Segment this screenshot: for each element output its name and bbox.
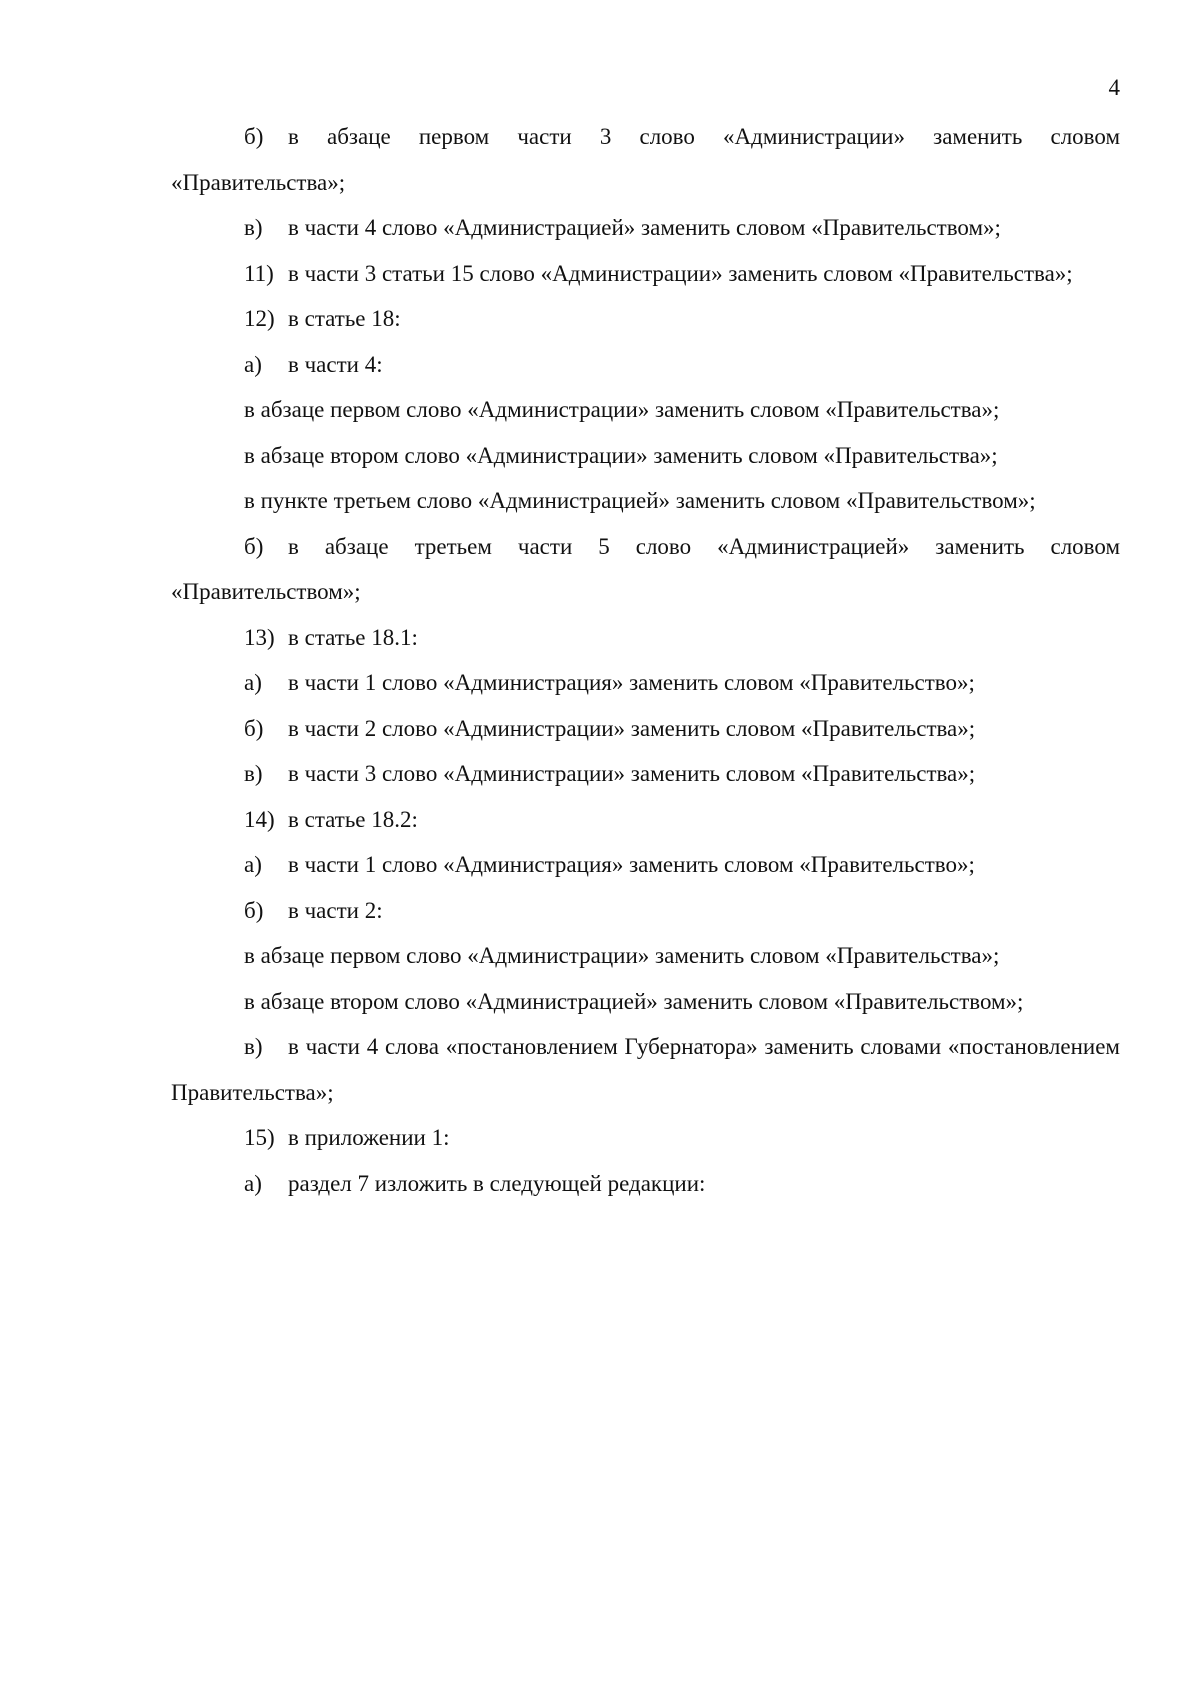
paragraph-text: в части 2 слово «Администрации» заменить словом «Правительства»;	[288, 715, 976, 741]
list-marker: б)	[244, 897, 264, 923]
paragraph-b-part2	[171, 706, 1120, 752]
paragraph-abzac-second	[171, 433, 1120, 479]
paragraph-text: в части 1 слово «Администрация» заменить словом «Правительство»;	[288, 852, 975, 877]
paragraph-text: в части 1 слово «Администрация» заменить словом «Правительство»;	[288, 670, 975, 695]
paragraph-a-part1-second	[171, 842, 1120, 888]
paragraph-text: в приложении 1:	[288, 1125, 450, 1150]
paragraph-text: в статье 18.2:	[288, 806, 418, 832]
list-marker: 13)	[244, 624, 275, 650]
paragraph-text: в части 2:	[288, 897, 383, 923]
paragraph-text: в абзаце втором слово «Администрации» заменить словом «Правительства»;	[244, 442, 998, 468]
list-marker: в)	[244, 1034, 263, 1059]
paragraph-b-part2-second	[171, 888, 1120, 934]
list-marker: 11)	[244, 260, 274, 286]
list-marker: а)	[244, 670, 262, 695]
paragraph-text: раздел 7 изложить в следующей редакции:	[288, 1170, 706, 1196]
paragraph-text: в абзаце первом части 3 слово «Администрации» заменить словом «Правительства»;	[171, 124, 1120, 195]
list-marker: в)	[244, 215, 263, 240]
paragraph-text: в части 3 статьи 15 слово «Администрации» заменить словом «Правительства»;	[288, 260, 1073, 286]
document-body	[171, 114, 1120, 1206]
paragraph-text: в статье 18.1:	[288, 624, 418, 650]
paragraph-b-part5	[171, 524, 1120, 615]
paragraph-text: в статье 18:	[288, 306, 401, 331]
paragraph-text: в пункте третьем слово «Администрацией» заменить словом «Правительством»;	[244, 488, 1036, 513]
paragraph-v-part3	[171, 751, 1120, 797]
paragraph-abzac-first	[171, 387, 1120, 433]
paragraph-text: в абзаце третьем части 5 слово «Администрацией» заменить словом «Правительством»;	[171, 533, 1120, 604]
list-marker: б)	[244, 533, 264, 559]
paragraph-b-part3	[171, 114, 1120, 205]
paragraph-item-11	[171, 251, 1120, 297]
list-marker: б)	[244, 124, 264, 149]
list-marker: а)	[244, 852, 262, 877]
paragraph-item-14	[171, 797, 1120, 843]
paragraph-a-part4	[171, 342, 1120, 388]
paragraph-punkt-third	[171, 478, 1120, 524]
paragraph-text: в абзаце первом слово «Администрации» заменить словом «Правительства»;	[244, 397, 1000, 422]
paragraph-text: в абзаце первом слово «Администрации» заменить словом «Правительства»;	[244, 943, 1000, 968]
paragraph-text: в части 4 слово «Администрацией» заменить словом «Правительством»;	[288, 215, 1001, 240]
list-marker: 15)	[244, 1125, 275, 1150]
paragraph-v-part4-second	[171, 1024, 1120, 1115]
paragraph-text: в части 4 слова «постановлением Губернатора» заменить словами «постановлением Правительства»;	[171, 1034, 1120, 1105]
list-marker: в)	[244, 761, 263, 786]
list-marker: 14)	[244, 806, 275, 832]
list-marker: а)	[244, 1170, 262, 1196]
list-marker: 12)	[244, 306, 275, 331]
paragraph-item-15	[171, 1115, 1120, 1161]
paragraph-text: в части 3 слово «Администрации» заменить словом «Правительства»;	[288, 761, 976, 786]
paragraph-a-section7	[171, 1161, 1120, 1207]
paragraph-a-part1	[171, 660, 1120, 706]
paragraph-v-part4	[171, 205, 1120, 251]
paragraph-text: в части 4:	[288, 351, 383, 377]
paragraph-item-12	[171, 296, 1120, 342]
paragraph-item-13	[171, 615, 1120, 661]
list-marker: б)	[244, 715, 264, 741]
paragraph-text: в абзаце втором слово «Администрацией» заменить словом «Правительством»;	[244, 988, 1024, 1014]
list-marker: а)	[244, 351, 262, 377]
paragraph-abzac-second-second	[171, 979, 1120, 1025]
page-number: 4	[1108, 75, 1120, 100]
paragraph-abzac-first-second	[171, 933, 1120, 979]
